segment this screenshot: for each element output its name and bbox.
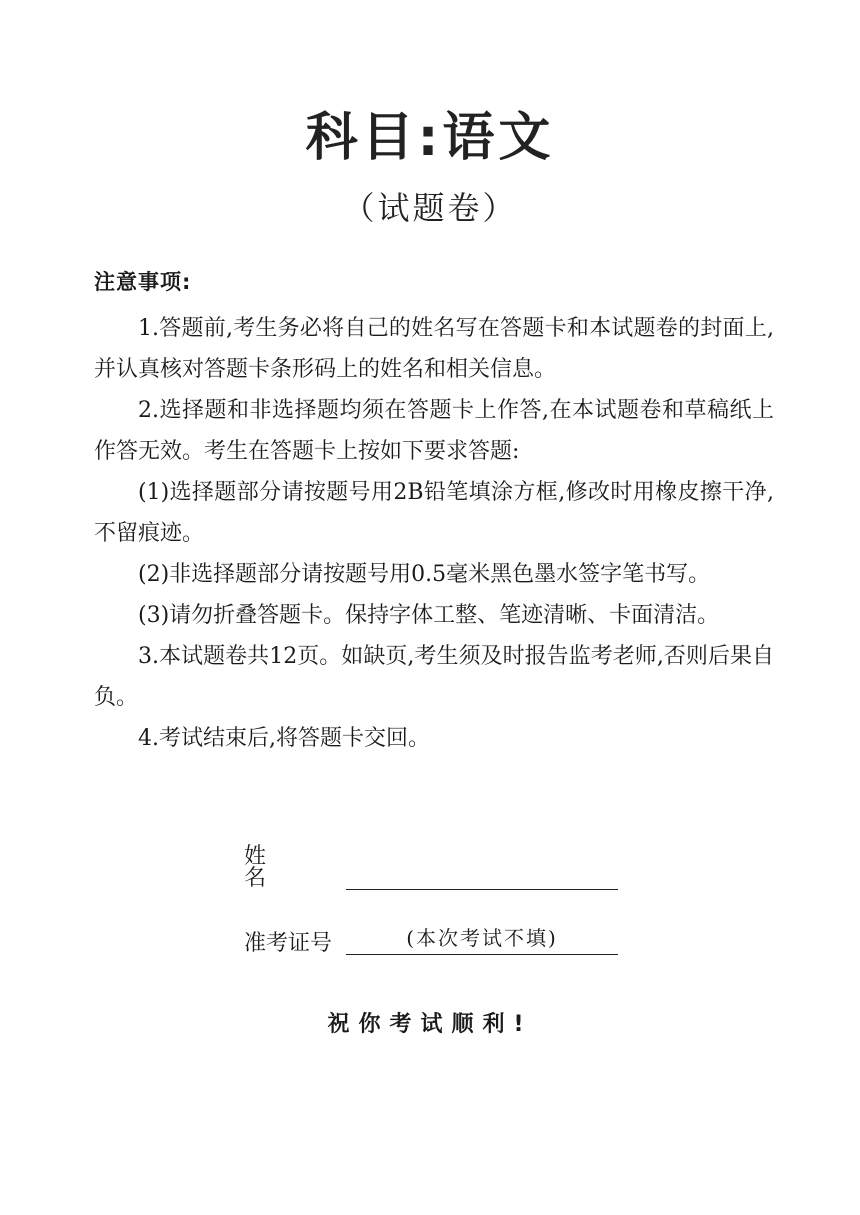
good-luck-message: 祝你考试顺利! (327, 1012, 533, 1037)
ticket-number-label: 准考证号 (244, 931, 333, 956)
subject-title: 科目:语文 (305, 108, 555, 168)
notice-item: 3.本试题卷共12页。如缺页,考生须及时报告监考老师,否则后果自负。 (94, 644, 774, 710)
notice-heading: 注意事项: (94, 270, 192, 294)
notice-item: 2.选择题和非选择题均须在答题卡上作答,在本试题卷和草稿纸上作答无效。考生在答题卡上按如下要求答题: (94, 398, 774, 464)
name-label: 姓名 (244, 844, 321, 891)
notice-item: (3)请勿折叠答题卡。保持字体工整、笔迹清晰、卡面清洁。 (138, 603, 720, 628)
name-blank-line[interactable] (346, 863, 618, 890)
notice-item: 4.考试结束后,将答题卡交回。 (138, 726, 430, 751)
notice-item: (2)非选择题部分请按题号用0.5毫米黑色墨水签字笔书写。 (138, 562, 711, 587)
notice-item: 1.答题前,考生务必将自己的姓名写在答题卡和本试题卷的封面上,并认真核对答题卡条形码上的姓名和相关信息。 (94, 316, 774, 382)
paper-type-label: （试题卷） (342, 189, 518, 227)
ticket-number-blank-line[interactable] (346, 928, 618, 955)
notice-item: (1)选择题部分请按题号用2B铅笔填涂方框,修改时用橡皮擦干净,不留痕迹。 (94, 480, 774, 546)
ticket-number-field (244, 928, 618, 955)
name-field (244, 846, 618, 890)
ticket-number-note: (本次考试不填) (406, 926, 558, 950)
notice-list (94, 308, 774, 759)
